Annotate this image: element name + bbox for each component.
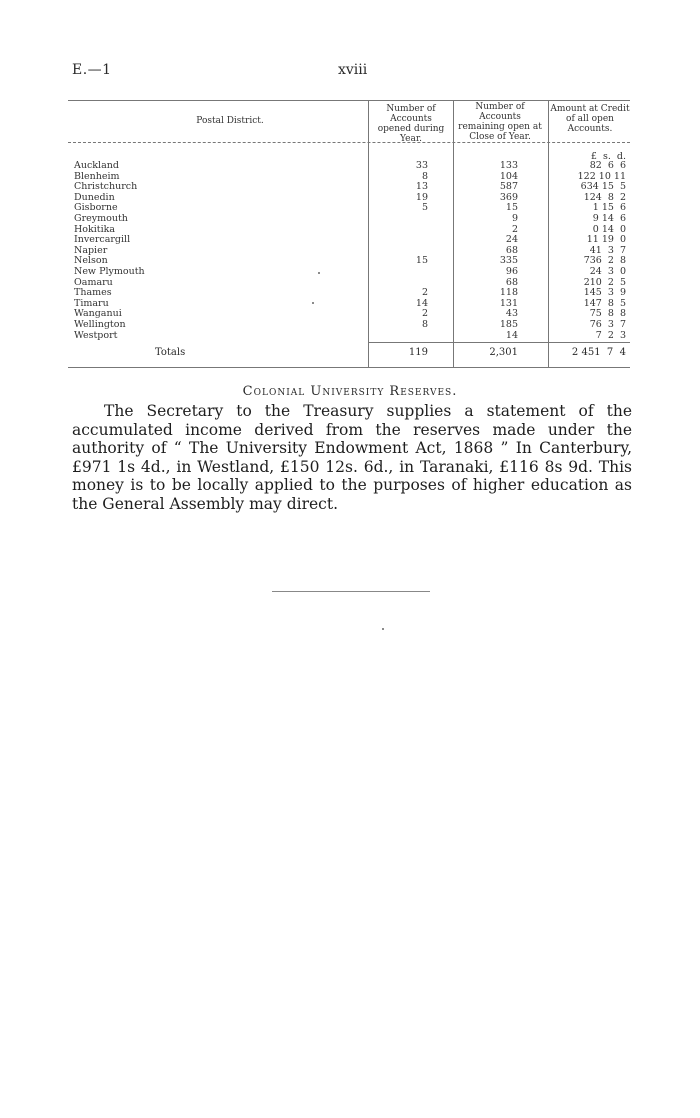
ink-speck	[382, 628, 384, 630]
section-paragraph: The Secretary to the Treasury supplies a statement of the accumulated income derived from the reserves made under the authority of “ The University Endowment Act, 1868 ” In Canterbury, £971 1s 4d., in Westland, £150 12s. 6d., in Taranaki, £116 8s 9d. This money is to be locally applied to the purposes of higher education as the General Assembly may direct.	[72, 402, 632, 513]
table-cell-opened: 19	[415, 191, 428, 203]
table-cell-amount: 634 15 5	[580, 181, 626, 193]
table-cell-opened: 5	[421, 202, 428, 214]
header-accounts-opened: Number of Accounts opened during Year.	[377, 104, 445, 144]
table-cell-open: 96	[505, 265, 518, 277]
table-cell-district: Gisborne	[74, 202, 118, 214]
table-cell-district: Wanganui	[74, 308, 122, 320]
table-cell-amount: 1 15 6	[592, 202, 626, 214]
header-bottom-rule	[68, 142, 630, 143]
table-cell-district: Christchurch	[74, 181, 138, 193]
table-cell-opened	[372, 278, 428, 289]
ink-speck	[312, 302, 314, 304]
table-cell-amount: 76 3 7	[589, 318, 626, 330]
header-accounts-remaining: Number of Accounts remaining open at Close of Year.	[458, 102, 542, 142]
table-cell-opened	[372, 235, 428, 246]
totals-amount: 2 451 7 4	[571, 347, 626, 358]
table-cell-opened: 33	[415, 160, 428, 171]
section-heading: Colonial University Reserves.	[242, 384, 458, 399]
table-cell-open: 68	[505, 244, 518, 256]
table-cell-open: 185	[499, 318, 518, 330]
totals-opened: 119	[408, 347, 428, 358]
table-cell-open: 68	[505, 276, 518, 288]
table-cell-amount: 41 3 7	[589, 244, 626, 256]
table-cell-open: 14	[505, 329, 518, 341]
table-cell-amount: 122 10 11	[577, 170, 626, 182]
table-cell-amount: 210 2 5	[583, 276, 626, 288]
table-cell-district: Nelson	[74, 255, 108, 267]
table-cell-district: Hokitika	[74, 223, 116, 235]
ink-speck	[318, 272, 320, 274]
table-cell-amount: 736 2 8	[583, 255, 626, 267]
table-cell-amount: 124 8 2	[583, 191, 626, 203]
table-cell-opened: 15	[415, 255, 428, 267]
table-cell-amount: 82 6 6	[589, 160, 626, 171]
table-cell-district: Greymouth	[74, 212, 128, 224]
table-cell-district: Wellington	[74, 318, 126, 330]
table-cell-district: New Plymouth	[74, 265, 145, 277]
table-cell-district: Auckland	[74, 160, 119, 171]
table-cell-open: 369	[499, 191, 518, 203]
table-cell-open: 335	[499, 255, 518, 267]
table-cell-open: 104	[499, 170, 518, 182]
column-district	[74, 161, 145, 341]
header-postal-district: Postal District.	[196, 116, 264, 126]
table-cell-amount: 145 3 9	[583, 287, 626, 299]
page-ref: E.—1	[72, 62, 112, 78]
table-cell-opened	[372, 267, 428, 278]
table-cell-district: Invercargill	[74, 234, 131, 246]
table-cell-amount: 7 2 3	[595, 329, 626, 341]
header-amount-credit: Amount at Credit of all open Accounts.	[550, 104, 630, 134]
table-cell-open: 2	[511, 223, 518, 235]
closing-rule	[272, 591, 430, 592]
table-cell-amount: 24 3 0	[589, 265, 626, 277]
table-cell-opened	[372, 331, 428, 342]
table-cell-amount: 147 8 5	[583, 297, 626, 309]
table-cell-open: 24	[505, 234, 518, 246]
table-cell-open: 118	[499, 287, 518, 299]
col-divider-1	[368, 100, 369, 367]
table-cell-amount: 11 19 0	[586, 234, 626, 246]
totals-top-rule	[368, 342, 630, 343]
table-cell-district: Napier	[74, 244, 108, 256]
table-bottom-rule	[68, 367, 630, 368]
table-cell-open: 43	[505, 308, 518, 320]
page-number: xviii	[338, 62, 368, 78]
table-cell-opened	[372, 225, 428, 236]
table-cell-amount: 0 14 0	[592, 223, 626, 235]
table-cell-open: 15	[505, 202, 518, 214]
column-amount	[552, 161, 626, 341]
col-divider-2	[453, 100, 454, 367]
table-cell-open: 9	[511, 212, 518, 224]
table-cell-open: 587	[499, 181, 518, 193]
table-cell-opened: 13	[415, 181, 428, 193]
table-top-rule	[68, 100, 630, 101]
col-divider-3	[548, 100, 549, 367]
table-cell-district: Timaru	[74, 297, 109, 309]
totals-remaining: 2,301	[489, 347, 518, 358]
table-cell-amount: 9 14 6	[592, 212, 626, 224]
table-cell-opened: 2	[421, 308, 428, 320]
table-cell-district: Dunedin	[74, 191, 115, 203]
column-remaining	[456, 161, 518, 341]
table-cell-district: Thames	[74, 287, 112, 299]
table-cell-amount: 75 8 8	[589, 308, 626, 320]
table-cell-open: 131	[499, 297, 518, 309]
table-cell-district: Westport	[74, 329, 118, 341]
table-cell-opened: 2	[421, 287, 428, 299]
currency-header: £ s. d.	[590, 151, 626, 162]
table-cell-opened: 8	[421, 170, 428, 182]
table-cell-opened: 14	[415, 297, 428, 309]
table-cell-opened	[372, 214, 428, 225]
column-opened	[372, 161, 428, 341]
table-cell-opened: 8	[421, 318, 428, 330]
table-cell-district: Oamaru	[74, 276, 113, 288]
table-cell-open: 133	[499, 160, 518, 171]
totals-label: Totals	[155, 347, 186, 358]
table-cell-district: Blenheim	[74, 170, 120, 182]
